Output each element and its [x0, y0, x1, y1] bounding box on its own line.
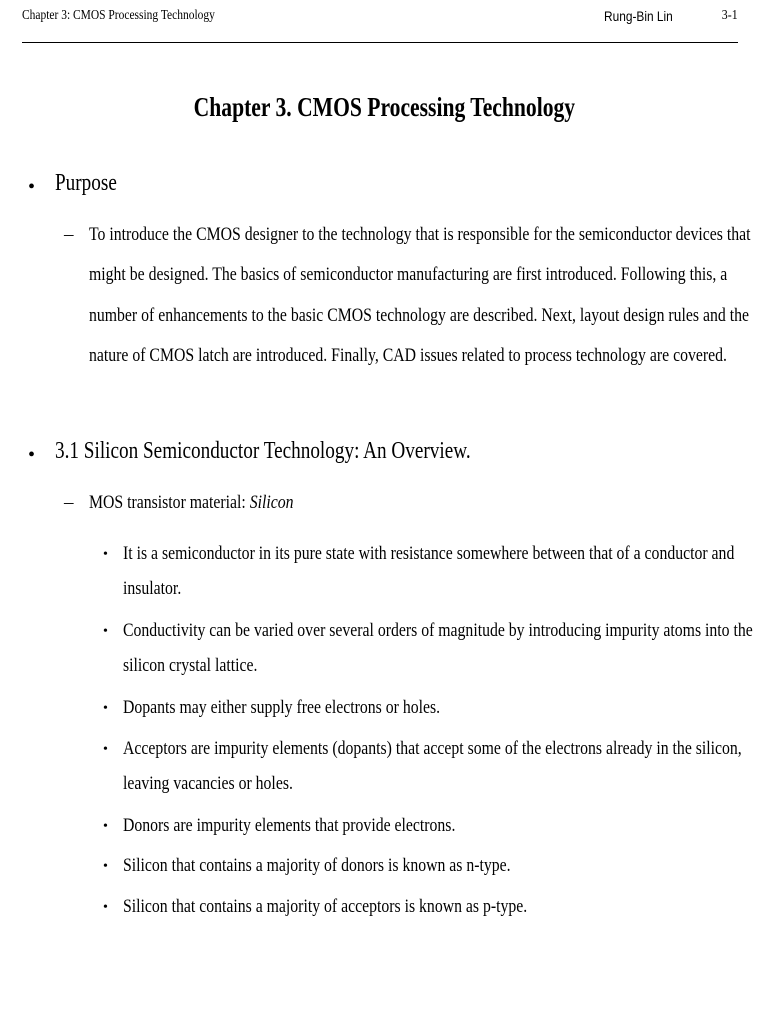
page-title: [0, 92, 768, 123]
bullet-icon: •: [103, 742, 108, 757]
material-line: [89, 492, 294, 514]
point-line: insulator.: [123, 578, 182, 599]
dash-icon: –: [64, 492, 74, 513]
header-divider: [22, 42, 738, 43]
page-title-text: Chapter 3. CMOS Processing Technology: [193, 92, 575, 122]
point-line: Conductivity can be varied over several orders of magnitude by introducing impurity atoms into the: [123, 620, 753, 641]
purpose-line: To introduce the CMOS designer to the technology that is responsible for the semiconductor devices that: [89, 224, 751, 245]
header-author: Rung-Bin Lin: [604, 8, 673, 24]
purpose-line: might be designed. The basics of semiconductor manufacturing are first introduced. Following this, a: [89, 264, 728, 285]
page-header: [22, 8, 738, 30]
point-line: Dopants may either supply free electrons or holes.: [123, 697, 441, 718]
bullet-icon: •: [103, 900, 108, 915]
bullet-icon: •: [103, 859, 108, 874]
header-chapter-title: Chapter 3: CMOS Processing Technology: [22, 8, 215, 23]
dash-icon: –: [64, 224, 74, 245]
point-line: silicon crystal lattice.: [123, 655, 258, 676]
bullet-icon: •: [103, 819, 108, 834]
point-line: Silicon that contains a majority of acceptors is known as p-type.: [123, 896, 528, 917]
purpose-line: nature of CMOS latch are introduced. Finally, CAD issues related to process technology are covered.: [89, 345, 727, 366]
point-line: leaving vacancies or holes.: [123, 773, 293, 794]
section-heading: 3.1 Silicon Semiconductor Technology: An Overview.: [55, 438, 471, 464]
purpose-line: number of enhancements to the basic CMOS technology are described. Next, layout design rules and the: [89, 305, 749, 326]
material-label: MOS transistor material:: [89, 492, 250, 513]
header-page-number: 3-1: [722, 8, 738, 23]
bullet-icon: •: [103, 701, 108, 716]
point-line: It is a semiconductor in its pure state with resistance somewhere between that of a conductor and: [123, 543, 735, 564]
bullet-icon: •: [103, 624, 108, 639]
purpose-heading: Purpose: [55, 170, 117, 196]
point-line: Donors are impurity elements that provide electrons.: [123, 815, 456, 836]
point-line: Silicon that contains a majority of donors is known as n-type.: [123, 855, 511, 876]
bullet-icon: •: [28, 176, 36, 198]
material-value: Silicon: [249, 492, 294, 513]
point-line: Acceptors are impurity elements (dopants) that accept some of the electrons already in the silicon,: [123, 738, 742, 759]
bullet-icon: •: [103, 547, 108, 562]
bullet-icon: •: [28, 444, 36, 466]
